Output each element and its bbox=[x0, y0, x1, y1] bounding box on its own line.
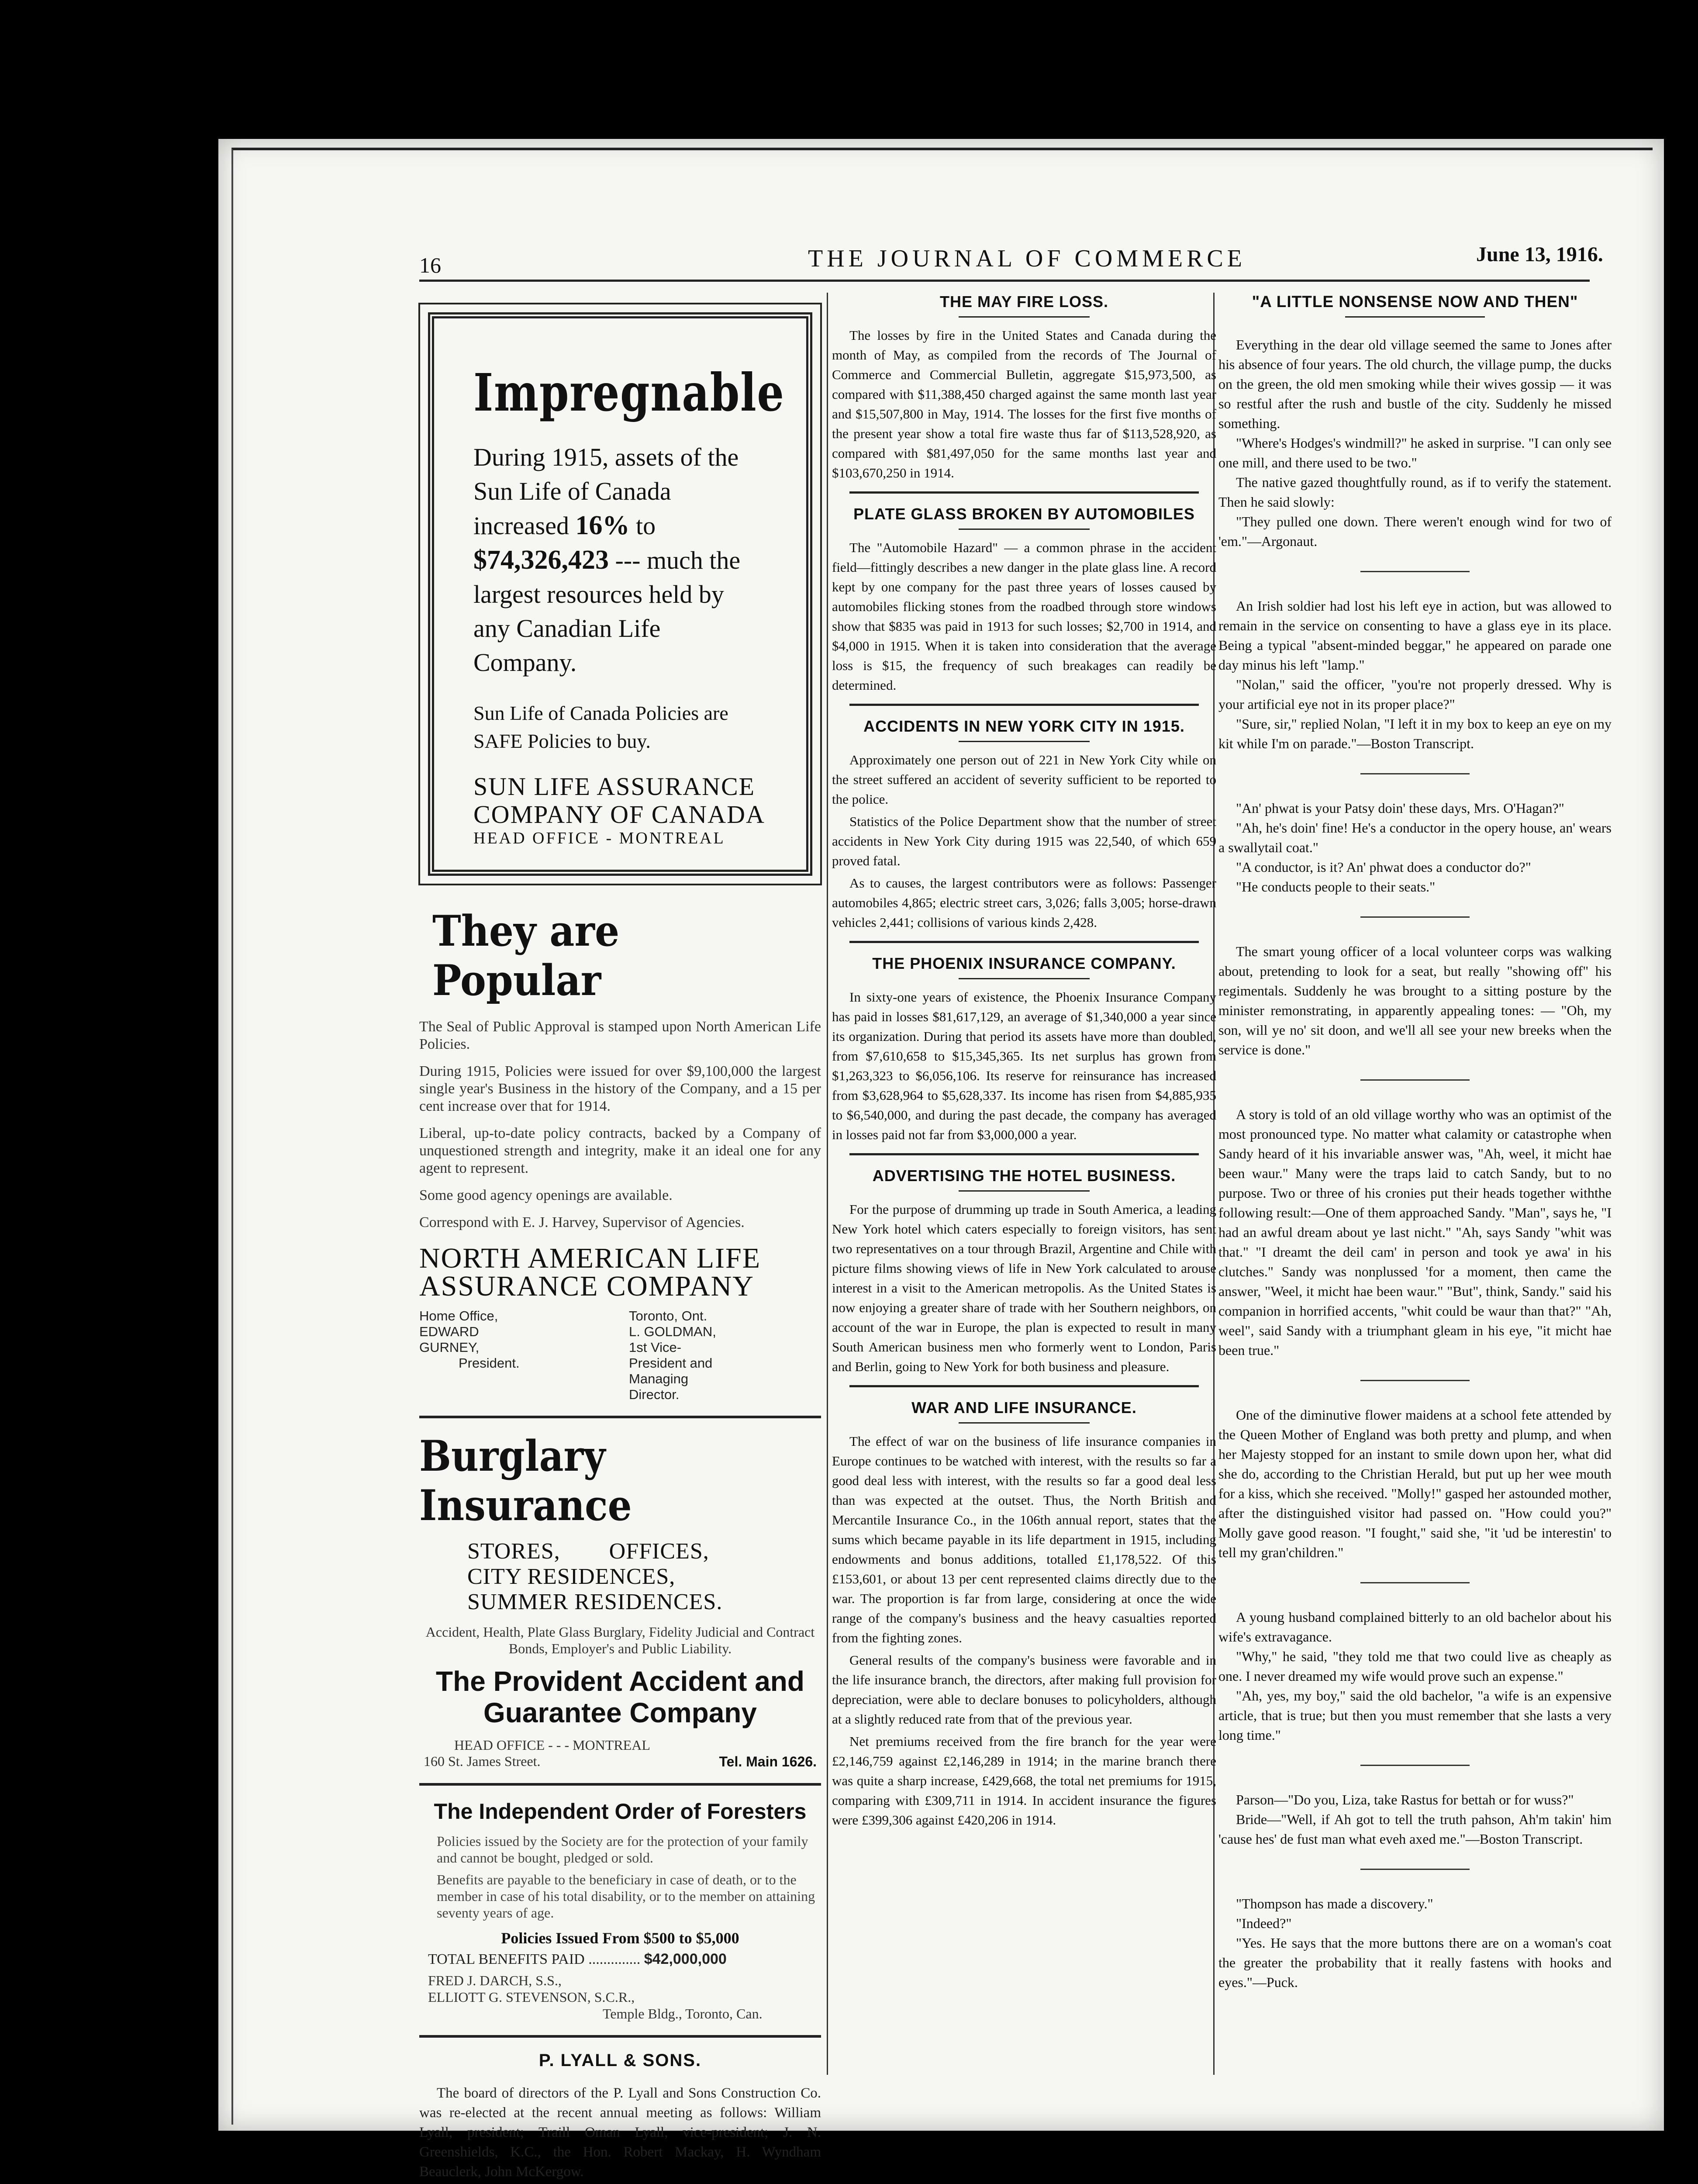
ad-headline: The Independent Order of Foresters bbox=[434, 1799, 807, 1824]
signatories: FRED J. DARCH, S.S., ELLIOTT G. STEVENSON, S.C.R., Temple Bldg., Toronto, Can. bbox=[428, 1973, 763, 2022]
joke-separator bbox=[1360, 916, 1470, 918]
joke-paragraph: "A conductor, is it? An' phwat does a conductor do?" bbox=[1236, 859, 1531, 875]
article-paragraph: In sixty-one years of existence, the Phoenix Insurance Company has paid in losses $81,617,129, an average of $1,340,000 a year since its organization. During that period its assets have more than doubled, from $7,610,658 to $15,345,365. Its net surplus has grown from $1,263,323 to $6,056,106. Its reserve for reinsurance has increased from $3,628,964 to $5,628,337. Its income has risen from $4,885,935 to $6,540,000, and during the past decade, the company has averaged in losses paid not far from $3,000,000 a year. bbox=[832, 989, 1216, 1142]
ad-headline: They are Popular bbox=[432, 906, 620, 1005]
news-article bbox=[832, 954, 1216, 1144]
article-paragraph: As to causes, the largest contributors were as follows: Passenger automobiles 4,865; electric street cars, 3,026; falls 3,005; horse-drawn vehicles 2,441; collisions of various kinds 2,428. bbox=[832, 875, 1216, 930]
joke bbox=[1218, 1105, 1612, 1360]
joke-paragraph: The smart young officer of a local volunteer corps was walking about, pretending to look for a seat, but really "showing off" his regimentals. Suddenly he was brought to a sitting posture by the minister remonstrating, in apparently appealing tones: — "Oh, my son, will ye no' sit doon, and we'll all see your new breeks when the service is done." bbox=[1218, 943, 1612, 1057]
company-name: The Provident Accident and Guarantee Company bbox=[436, 1666, 804, 1728]
news-article bbox=[832, 1167, 1216, 1376]
joke-paragraph: "Why," he said, "they told me that two could live as cheaply as one. I never dreamed my wife would prove such an expense." bbox=[1218, 1648, 1612, 1684]
telephone: Tel. Main 1626. bbox=[719, 1754, 817, 1769]
title-rule bbox=[1345, 316, 1485, 318]
joke bbox=[1218, 798, 1612, 897]
article-paragraph: The "Automobile Hazard" — a common phrase in the accident field—fittingly describes a new danger in the plate glass line. A record kept by one company for the past three years of losses caused by automobiles flicking stones from the roadbed through store windows show that $835 was paid in 1913 for such losses; $2,700 in 1914, and $4,000 in 1915. When it is taken into consideration that the average loss is $15, the frequency of such breakages can readily be determined. bbox=[832, 540, 1216, 693]
joke-paragraph: "Ah, he's doin' fine! He's a conductor in the opery house, an' wears a swallytail coat." bbox=[1218, 820, 1612, 855]
joke-separator bbox=[1360, 1582, 1470, 1583]
joke-paragraph: "Sure, sir," replied Nolan, "I left it in my box to keep an eye on my kit while I'm on parade."—Boston Transcript. bbox=[1218, 716, 1612, 751]
joke-paragraph: The native gazed thoughtfully round, as if to verify the statement. Then he said slowly: bbox=[1218, 474, 1612, 510]
foresters-ad: The Independent Order of Foresters Policies issued by the Society are for the protection of your family and cannot be bought, pledged or sold. Benefits are payable to the beneficiary in case of death, or to the member in case of his total disability, or to the member on attaining seventy years of age. Policies Issued From $500 to $5,000 TOTAL BENEFITS PAID .............. $42,000,000 FRED J. DARCH, S.S., ELLIOTT G. STEVENSON, S.C.R., Temple Bldg., Toronto, Can. bbox=[419, 1799, 821, 2022]
joke-paragraph: A young husband complained bitterly to an old bachelor about his wife's extravagance. bbox=[1218, 1609, 1612, 1645]
ad-headline: Burglary Insurance bbox=[419, 1431, 632, 1530]
ad-policies: Sun Life of Canada Policies are SAFE Policies to buy. bbox=[473, 702, 728, 752]
joke-paragraph: "He conducts people to their seats." bbox=[1236, 879, 1436, 895]
column-divider bbox=[827, 293, 828, 2075]
article-paragraph: For the purpose of drumming up trade in South America, a leading New York hotel which caters especially to foreign visitors, has sent two representatives on a tour through Brazil, Argentine and Chile with picture films showing views of life in New York calculated to arouse interest in a visit to the American metropolis. As the United States is now enjoying a greater share of trade with her Southern neighbors, on account of the war in Europe, the plan is expected to result in many South American business men who formerly went to London, Paris and Berlin, going to New York for both business and pleasure. bbox=[832, 1202, 1216, 1374]
ad-divider bbox=[419, 2035, 821, 2038]
north-american-life-ad bbox=[419, 906, 821, 1403]
article-separator bbox=[849, 704, 1199, 706]
joke-paragraph: A story is told of an old village worthy who was an optimist of the most pronounced type. No matter what calamity or catastrophe when Sandy heard of it his invariable answer was, "Ah, weel, it micht hae been waur." Many were the traps laid to catch Sandy, but to no purpose. Two or three of his cronies put their heads together withthe following result:—One of them approached Sandy. "Man", says he, "I had an awful dream about ye last nicht." "Ah, says Sandy "whit was that." "I dreamt the deil cam' in person and took ye awa' in his clutches." Sandy was nonplussed 'for a moment, then came the answer, "Weel, it micht hae been waur." "But", think, Sandy." said his companion in horrified accents, "whit could be waur than that?" "Ah, weel", said Sandy with a triumphant gleam in his eye, "it micht hae been true." bbox=[1218, 1106, 1612, 1358]
ad-divider bbox=[419, 1416, 821, 1418]
company-name: NORTH AMERICAN LIFE ASSURANCE COMPANY bbox=[419, 1242, 761, 1302]
ad-divider bbox=[419, 1783, 821, 1786]
joke bbox=[1218, 1894, 1612, 1992]
joke bbox=[1218, 1607, 1612, 1745]
joke-paragraph: "Thompson has made a discovery." bbox=[1236, 1896, 1433, 1911]
article-body: The board of directors of the P. Lyall and Sons Construction Co. was re-elected at the recent annual meeting as follows: William Lyall, president; Traill Oman Lyall, vice-president; J. N. Greenshields, K.C., the Hon. Robert Mackay, H. Wyndham Beauclerk, John McKergow. bbox=[419, 2085, 821, 2180]
article-title: THE PHOENIX INSURANCE COMPANY. bbox=[872, 954, 1176, 972]
brand-line: SUN LIFE ASSURANCE bbox=[473, 772, 756, 801]
joke bbox=[1218, 942, 1612, 1060]
brand-line: COMPANY OF CANADA bbox=[473, 800, 765, 829]
title-rule bbox=[959, 978, 1090, 979]
article-paragraph: The effect of war on the business of life insurance companies in Europe continues to be watched with interest, with the results so far a good deal less with interest, with the results so far a good deal less than was expected at the outset. Thus, the North British and Mercantile Insurance Co., in the 106th annual report, states that the sums which became payable in its life department in 1915, including endowments and bonus additions, totalled £1,178,522. Of this £153,601, or about 13 per cent represented claims directly due to the war. The proportion is far from large, considering at once the wide range of the company's business and the heavy casualties reported from the fighting zones. bbox=[832, 1434, 1216, 1645]
news-article bbox=[832, 1399, 1216, 1830]
article-title: PLATE GLASS BROKEN BY AUTOMOBILES bbox=[853, 505, 1195, 523]
joke-separator bbox=[1360, 1079, 1470, 1081]
joke bbox=[1218, 335, 1612, 551]
article-title: ADVERTISING THE HOTEL BUSINESS. bbox=[872, 1167, 1176, 1185]
percent-figure: 16% bbox=[575, 511, 630, 540]
joke bbox=[1218, 1405, 1612, 1562]
article-paragraph: General results of the company's business were favorable and in the life insurance branch, the directors, after making full provision for depreciation, were able to declare bonuses to policyholders, although at a slightly reduced rate from that of the previous year. bbox=[832, 1652, 1216, 1727]
news-article bbox=[832, 717, 1216, 932]
ad-paragraph: The Seal of Public Approval is stamped upon North American Life Policies. bbox=[419, 1019, 821, 1052]
lyall-article bbox=[419, 2051, 821, 2182]
issue-date: June 13, 1916. bbox=[1476, 243, 1603, 266]
masthead-title: THE JOURNAL OF COMMERCE bbox=[808, 245, 1246, 272]
ad-paragraph: Some good agency openings are available. bbox=[419, 1187, 673, 1203]
coverage-list: Accident, Health, Plate Glass Burglary, Fidelity Judicial and Contract Bonds, Employer's and Public Liability. bbox=[425, 1624, 815, 1656]
article-separator bbox=[849, 1153, 1199, 1155]
ad-paragraph: During 1915, Policies were issued for over $9,100,000 the largest single year's Business in the history of the Company, and a 15 per cent increase over that for 1914. bbox=[419, 1063, 821, 1114]
joke-separator bbox=[1360, 571, 1470, 572]
benefits-paid: TOTAL BENEFITS PAID .............. $42,000,000 bbox=[428, 1951, 727, 1967]
joke-paragraph: "Ah, yes, my boy," said the old bachelor, "a wife is an expensive article, that is true; but then you must remember that she lasts a very long time." bbox=[1218, 1688, 1612, 1743]
joke bbox=[1218, 596, 1612, 753]
jokes-list bbox=[1218, 335, 1612, 1992]
joke-paragraph: Parson—"Do you, Liza, take Rastus for bettah or for wuss?" bbox=[1236, 1792, 1574, 1807]
title-rule bbox=[959, 741, 1090, 742]
ad-paragraph: Liberal, up-to-date policy contracts, backed by a Company of unquestioned strength and integrity, make it an ideal one for any agent to represent. bbox=[419, 1125, 821, 1176]
article-paragraph: The losses by fire in the United States and Canada during the month of May, as compiled from the records of The Journal of Commerce and Commercial Bulletin, aggregate $15,973,500, as compared with $11,388,450 charged against the same month last year and $15,507,800 in May, 1914. The losses for the first five months of the present year show a total fire waste thus far of $113,528,920, as compared with $81,497,050 for the same months last year and $103,670,250 in 1914. bbox=[832, 328, 1216, 480]
joke-paragraph: "Yes. He says that the more buttons there are on a woman's coat the greater the probability that it really fastens with hooks and eyes."—Puck. bbox=[1218, 1935, 1612, 1990]
article-paragraph: Net premiums received from the fire branch for the year were £2,146,759 against £2,146,289 in 1914; in the marine branch there was quite a sharp increase, £429,668, the total net premiums for 1915, comparing with £309,711 in 1914. In accident insurance the figures were £399,306 against £420,206 in 1914. bbox=[832, 1734, 1216, 1828]
joke-paragraph: "Where's Hodges's windmill?" he asked in surprise. "I can only see one mill, and there used to be two." bbox=[1218, 435, 1612, 470]
joke-separator bbox=[1360, 1380, 1470, 1381]
joke-separator bbox=[1360, 1765, 1470, 1766]
joke-paragraph: Everything in the dear old village seemed the same to Jones after his absence of four years. The old church, the village pump, the ducks on the green, the old men smoking while their wives gossip — it was so restful after the rush and bustle of the city. Suddenly he missed something. bbox=[1218, 337, 1612, 431]
ad-body: During 1915, assets of the Sun Life of Canada increased 16% to $74,326,423 --- much the largest resources held by any Canadian Life Company. bbox=[473, 443, 741, 677]
nonsense-column bbox=[1218, 293, 1612, 1992]
title-rule bbox=[959, 316, 1090, 318]
joke-paragraph: An Irish soldier had lost his left eye in action, but was allowed to remain in the service on consenting to have a glass eye in its place. Being a typical "absent-minded beggar," he appeared on parade one day minus his left "lamp." bbox=[1218, 598, 1612, 673]
joke-separator bbox=[1360, 773, 1470, 774]
joke-separator bbox=[1360, 1869, 1470, 1870]
article-separator bbox=[849, 491, 1199, 494]
joke bbox=[1218, 1790, 1612, 1849]
article-title: ACCIDENTS IN NEW YORK CITY IN 1915. bbox=[863, 717, 1185, 735]
article-paragraph: Approximately one person out of 221 in New York City while on the street suffered an accident of severity sufficient to be reported to the police. bbox=[832, 752, 1216, 807]
article-separator bbox=[849, 1385, 1199, 1387]
news-article bbox=[832, 293, 1216, 483]
title-rule bbox=[959, 1190, 1090, 1192]
sun-life-ad bbox=[428, 312, 812, 876]
joke-paragraph: "Nolan," said the officer, "you're not properly dressed. Why is your artificial eye not in its proper place?" bbox=[1218, 677, 1612, 712]
joke-paragraph: "They pulled one down. There weren't enough wind for two of 'em."—Argonaut. bbox=[1218, 514, 1612, 549]
page-number: 16 bbox=[419, 253, 441, 277]
article-title: P. LYALL & SONS. bbox=[538, 2051, 702, 2070]
joke-paragraph: Bride—"Well, if Ah got to tell the truth pahson, Ah'm takin' him 'cause hes' de fust man what eveh axed me."—Boston Transcript. bbox=[1218, 1811, 1612, 1847]
title-rule bbox=[959, 529, 1090, 530]
joke-paragraph: "Indeed?" bbox=[1236, 1915, 1292, 1931]
article-title: WAR AND LIFE INSURANCE. bbox=[911, 1399, 1137, 1417]
address-block: HEAD OFFICE - - - MONTREAL 160 St. James Street. Tel. Main 1626. bbox=[424, 1737, 817, 1769]
article-title: THE MAY FIRE LOSS. bbox=[939, 293, 1109, 311]
assets-figure: $74,326,423 bbox=[473, 545, 609, 575]
column-title: "A LITTLE NONSENSE NOW AND THEN" bbox=[1252, 293, 1578, 311]
advertisement-column bbox=[419, 293, 821, 2182]
header-rule bbox=[419, 280, 1590, 282]
officers-block: Home Office, EDWARD GURNEY, President. Toronto, Ont. L. GOLDMAN, 1st Vice-President and Managing Director. bbox=[419, 1308, 716, 1402]
ad-paragraph: Correspond with E. J. Harvey, Supervisor of Agencies. bbox=[419, 1214, 745, 1230]
news-column bbox=[832, 293, 1216, 1838]
burglary-insurance-ad: Burglary Insurance STORES, OFFICES, CITY RESIDENCES, SUMMER RESIDENCES. Accident, Health, Plate Glass Burglary, Fidelity Judicial and Contract Bonds, Employer's and Public Liability. The Provident Accident and Guarantee Company HEAD OFFICE - - - MONTREAL 160 St. James Street. Tel. Main 1626. bbox=[419, 1431, 821, 1770]
ad-headline: Impregnable bbox=[473, 362, 785, 423]
title-rule bbox=[959, 1422, 1090, 1424]
article-separator bbox=[849, 941, 1199, 943]
joke-paragraph: One of the diminutive flower maidens at a school fete attended by the Queen Mother of England was both pretty and plump, and when her Majesty stopped for an instant to smile down upon her, what did she do, according to the Christian Herald, but put up her wee mouth for a kiss, which she received. "Molly!" gasped her astounded mother, after the distinguished visitor had passed on. "How could you?" Molly gave good reason. "I fought," said she, "it 'ud be interestin' to tell my gran'children." bbox=[1218, 1407, 1612, 1560]
article-paragraph: Statistics of the Police Department show that the number of street accidents in New York City during 1915 was 22,540, of which 659 proved fatal. bbox=[832, 814, 1216, 868]
head-office-line: HEAD OFFICE - MONTREAL bbox=[473, 829, 725, 847]
news-article bbox=[832, 505, 1216, 695]
joke-paragraph: "An' phwat is your Patsy doin' these days, Mrs. O'Hagan?" bbox=[1236, 800, 1564, 816]
